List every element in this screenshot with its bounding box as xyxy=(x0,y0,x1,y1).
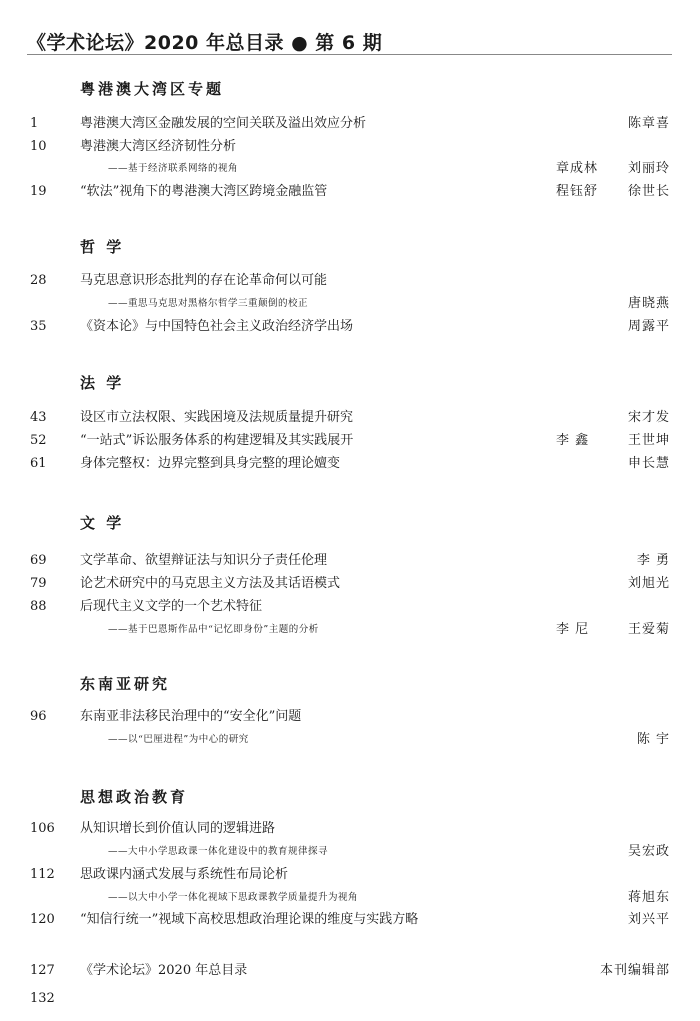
toc-entry-subtitle xyxy=(0,620,700,640)
header-rule xyxy=(27,54,672,55)
entry-page-number: 28 xyxy=(30,273,47,288)
entry-page-number: 88 xyxy=(30,599,47,614)
entry-author: 李 勇 xyxy=(636,553,670,568)
toc-entry[interactable] xyxy=(0,574,700,594)
toc-entry[interactable] xyxy=(0,454,700,474)
entry-subtitle: ——基于经济联系网络的视角 xyxy=(108,163,239,174)
toc-entry[interactable] xyxy=(0,551,700,571)
journal-header: 《学术论坛》2020 年总目录 ● 第 6 期 xyxy=(27,32,383,54)
entry-title: “知信行统一”视域下高校思想政治理论课的维度与实践方略 xyxy=(80,912,419,927)
entry-page-number: 35 xyxy=(30,319,47,334)
entry-title: 文学革命、欲望辩证法与知识分子责任伦理 xyxy=(80,553,328,568)
entry-author: 徐世长 xyxy=(627,184,670,199)
entry-title: 思政课内涵式发展与系统性布局论析 xyxy=(80,867,289,882)
entry-page-number: 120 xyxy=(30,912,55,927)
entry-page-number: 10 xyxy=(30,139,47,154)
entry-title: 东南亚非法移民治理中的“安全化”问题 xyxy=(80,709,302,724)
section-title: 东南亚研究 xyxy=(80,675,171,693)
entry-subtitle: ——以“巴厘进程”为中心的研究 xyxy=(108,734,249,745)
entry-page-number: 69 xyxy=(30,553,47,568)
toc-entry-subtitle xyxy=(0,888,700,908)
entry-title: 后现代主义文学的一个艺术特征 xyxy=(80,599,263,614)
entry-author: 陈 宇 xyxy=(636,732,670,747)
section-title: 哲 学 xyxy=(80,238,125,256)
toc-entry[interactable] xyxy=(0,819,700,839)
toc-entry-subtitle xyxy=(0,159,700,179)
entry-author: 王爱菊 xyxy=(627,622,670,637)
entry-page-number: 112 xyxy=(30,867,55,882)
entry-author: 唐晓燕 xyxy=(627,296,670,311)
entry-page-number: 61 xyxy=(30,456,47,471)
entry-page-number: 127 xyxy=(30,963,55,978)
entry-page-number: 79 xyxy=(30,576,47,591)
entry-author: 蒋旭东 xyxy=(627,890,670,905)
toc-entry-subtitle xyxy=(0,842,700,862)
entry-page-number: 106 xyxy=(30,821,55,836)
entry-coauthor: 李 鑫 xyxy=(556,433,590,448)
entry-title: 粤港澳大湾区经济韧性分析 xyxy=(80,139,237,154)
entry-title: 《学术论坛》2020 年总目录 xyxy=(80,963,248,978)
entry-title: 马克思意识形态批判的存在论革命何以可能 xyxy=(80,273,328,288)
toc-entry[interactable] xyxy=(0,114,700,134)
entry-page-number: 1 xyxy=(30,116,39,131)
entry-subtitle: ——基于巴恩斯作品中“记忆即身份”主题的分析 xyxy=(108,624,319,635)
entry-page-number: 52 xyxy=(30,433,47,448)
entry-title: 论艺术研究中的马克思主义方法及其话语模式 xyxy=(80,576,341,591)
toc-entry[interactable] xyxy=(0,707,700,727)
page-number: 132 xyxy=(30,991,55,1006)
entry-author: 陈章喜 xyxy=(627,116,670,131)
toc-entry[interactable] xyxy=(0,408,700,428)
entry-author: 宋才发 xyxy=(627,410,670,425)
entry-author: 刘旭光 xyxy=(627,576,670,591)
toc-entry[interactable] xyxy=(0,865,700,885)
entry-author: 王世坤 xyxy=(627,433,670,448)
entry-title: 设区市立法权限、实践困境及法规质量提升研究 xyxy=(80,410,354,425)
entry-author: 吴宏政 xyxy=(627,844,670,859)
toc-entry[interactable] xyxy=(0,597,700,617)
entry-page-number: 19 xyxy=(30,184,47,199)
entry-coauthor: 程钰舒 xyxy=(556,184,599,199)
entry-page-number: 43 xyxy=(30,410,47,425)
entry-title: 从知识增长到价值认同的逻辑进路 xyxy=(80,821,276,836)
entry-coauthor: 李 尼 xyxy=(556,622,590,637)
toc-entry-subtitle xyxy=(0,730,700,750)
section-title: 文 学 xyxy=(80,514,125,532)
toc-entry[interactable] xyxy=(0,317,700,337)
entry-author: 刘丽玲 xyxy=(627,161,670,176)
toc-entry[interactable] xyxy=(0,910,700,930)
entry-coauthor: 章成林 xyxy=(556,161,599,176)
entry-title: 《资本论》与中国特色社会主义政治经济学出场 xyxy=(80,319,354,334)
entry-author: 申长慧 xyxy=(627,456,670,471)
entry-title: 身体完整权：边界完整到具身完整的理论嬗变 xyxy=(80,456,341,471)
entry-subtitle: ——以大中小学一体化视域下思政课教学质量提升为视角 xyxy=(108,892,359,903)
entry-subtitle: ——大中小学思政课一体化建设中的教育规律探寻 xyxy=(108,846,329,857)
section-title: 思想政治教育 xyxy=(80,788,189,806)
entry-title: “软法”视角下的粤港澳大湾区跨境金融监管 xyxy=(80,184,328,199)
entry-author: 本刊编辑部 xyxy=(599,963,670,978)
entry-title: 粤港澳大湾区金融发展的空间关联及溢出效应分析 xyxy=(80,116,367,131)
toc-entry[interactable] xyxy=(0,271,700,291)
toc-entry[interactable] xyxy=(0,961,700,981)
entry-author: 刘兴平 xyxy=(627,912,670,927)
entry-title: “一站式”诉讼服务体系的构建逻辑及其实践展开 xyxy=(80,433,354,448)
entry-subtitle: ——重思马克思对黑格尔哲学三重颠倒的校正 xyxy=(108,298,309,309)
section-title: 粤港澳大湾区专题 xyxy=(80,80,225,98)
toc-entry[interactable] xyxy=(0,182,700,202)
toc-entry-subtitle xyxy=(0,294,700,314)
toc-entry[interactable] xyxy=(0,137,700,157)
section-title: 法 学 xyxy=(80,374,125,392)
entry-author: 周露平 xyxy=(627,319,670,334)
entry-page-number: 96 xyxy=(30,709,47,724)
toc-entry[interactable] xyxy=(0,431,700,451)
